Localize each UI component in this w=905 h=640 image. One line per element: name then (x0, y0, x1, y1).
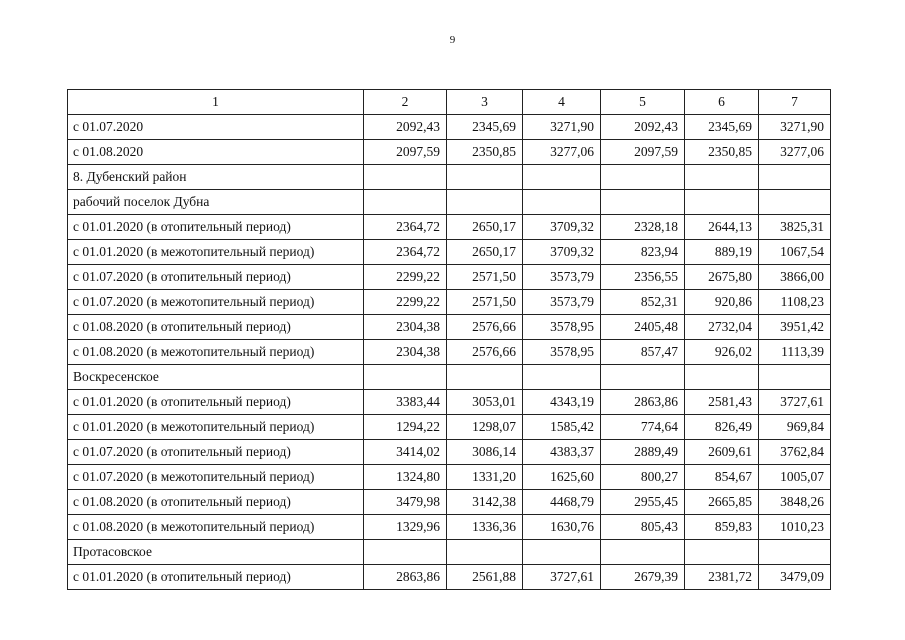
table-cell: 3951,42 (759, 315, 831, 340)
table-cell (447, 540, 523, 565)
table-cell: 3727,61 (759, 390, 831, 415)
table-cell: 3727,61 (523, 565, 601, 590)
table-cell: 1630,76 (523, 515, 601, 540)
row-label: 8. Дубенский район (68, 165, 364, 190)
table-cell: 3271,90 (523, 115, 601, 140)
table-cell: 3762,84 (759, 440, 831, 465)
table-cell: 2299,22 (364, 290, 447, 315)
table-cell: 2405,48 (601, 315, 685, 340)
row-label: с 01.08.2020 (в отопительный период) (68, 490, 364, 515)
table-cell: 3578,95 (523, 340, 601, 365)
table-row (68, 415, 831, 440)
table-row (68, 265, 831, 290)
row-label: с 01.08.2020 (в межотопительный период) (68, 515, 364, 540)
table-cell: 2092,43 (601, 115, 685, 140)
column-header: 4 (523, 90, 601, 115)
table-cell (523, 190, 601, 215)
table-cell (601, 365, 685, 390)
table-cell: 2955,45 (601, 490, 685, 515)
table-cell: 4383,37 (523, 440, 601, 465)
table-cell: 3086,14 (447, 440, 523, 465)
table-cell: 2364,72 (364, 215, 447, 240)
table-cell (523, 540, 601, 565)
table-cell: 859,83 (685, 515, 759, 540)
table-row (68, 465, 831, 490)
table-cell: 1625,60 (523, 465, 601, 490)
table-cell: 857,47 (601, 340, 685, 365)
table-cell (523, 165, 601, 190)
column-header: 7 (759, 90, 831, 115)
table-cell: 2665,85 (685, 490, 759, 515)
table-body (68, 115, 831, 590)
table-cell (364, 165, 447, 190)
table-cell (601, 165, 685, 190)
table-cell: 3848,26 (759, 490, 831, 515)
row-label: с 01.07.2020 (в отопительный период) (68, 265, 364, 290)
table-cell: 854,67 (685, 465, 759, 490)
table-cell (364, 190, 447, 215)
table-row (68, 140, 831, 165)
row-label: Протасовское (68, 540, 364, 565)
table-cell (447, 365, 523, 390)
table-cell: 3709,32 (523, 215, 601, 240)
table-cell: 2650,17 (447, 215, 523, 240)
table-row (68, 565, 831, 590)
table-cell: 2350,85 (685, 140, 759, 165)
table-cell: 2609,61 (685, 440, 759, 465)
table-cell: 1067,54 (759, 240, 831, 265)
table-cell: 852,31 (601, 290, 685, 315)
table-cell: 1010,23 (759, 515, 831, 540)
table-cell (685, 540, 759, 565)
table-cell: 1329,96 (364, 515, 447, 540)
table-cell: 3053,01 (447, 390, 523, 415)
table-cell: 2571,50 (447, 265, 523, 290)
table-cell (759, 365, 831, 390)
table-row (68, 165, 831, 190)
row-label: с 01.07.2020 (в межотопительный период) (68, 290, 364, 315)
column-header: 5 (601, 90, 685, 115)
row-label: с 01.08.2020 (68, 140, 364, 165)
table-cell: 2576,66 (447, 340, 523, 365)
table-cell: 2097,59 (601, 140, 685, 165)
table-cell: 920,86 (685, 290, 759, 315)
table-cell: 3709,32 (523, 240, 601, 265)
table-cell: 1298,07 (447, 415, 523, 440)
row-label: с 01.01.2020 (в отопительный период) (68, 215, 364, 240)
table-cell (364, 365, 447, 390)
table-cell: 2863,86 (601, 390, 685, 415)
table-cell: 774,64 (601, 415, 685, 440)
table-cell (759, 165, 831, 190)
table-cell: 2345,69 (447, 115, 523, 140)
row-label: с 01.08.2020 (в межотопительный период) (68, 340, 364, 365)
page-number: 9 (449, 34, 456, 46)
table-cell: 1294,22 (364, 415, 447, 440)
table-cell: 3414,02 (364, 440, 447, 465)
table-cell: 4468,79 (523, 490, 601, 515)
table-cell: 3573,79 (523, 265, 601, 290)
table-row (68, 215, 831, 240)
table-cell: 2650,17 (447, 240, 523, 265)
table-cell: 2675,80 (685, 265, 759, 290)
header-row (68, 90, 831, 115)
table-row (68, 190, 831, 215)
table-cell (523, 365, 601, 390)
table-cell: 2364,72 (364, 240, 447, 265)
table-cell: 1585,42 (523, 415, 601, 440)
table-cell: 800,27 (601, 465, 685, 490)
table-row (68, 365, 831, 390)
table-row (68, 540, 831, 565)
row-label: рабочий поселок Дубна (68, 190, 364, 215)
table-cell: 3479,98 (364, 490, 447, 515)
row-label: с 01.01.2020 (в межотопительный период) (68, 415, 364, 440)
table-cell: 2345,69 (685, 115, 759, 140)
table-cell: 2581,43 (685, 390, 759, 415)
row-label: с 01.01.2020 (в отопительный период) (68, 565, 364, 590)
table-cell: 2571,50 (447, 290, 523, 315)
table-cell: 2889,49 (601, 440, 685, 465)
table-cell (759, 540, 831, 565)
table-cell: 3277,06 (759, 140, 831, 165)
table-row (68, 115, 831, 140)
table-cell: 823,94 (601, 240, 685, 265)
table-row (68, 440, 831, 465)
table-cell: 1336,36 (447, 515, 523, 540)
table-cell (364, 540, 447, 565)
row-label: с 01.07.2020 (68, 115, 364, 140)
table-cell: 3578,95 (523, 315, 601, 340)
column-header: 1 (68, 90, 364, 115)
table-cell: 1005,07 (759, 465, 831, 490)
table-cell (447, 165, 523, 190)
table-cell: 2328,18 (601, 215, 685, 240)
table-cell (685, 165, 759, 190)
table-row (68, 290, 831, 315)
table-cell: 2561,88 (447, 565, 523, 590)
table-row (68, 240, 831, 265)
table-cell: 2644,13 (685, 215, 759, 240)
table-cell (447, 190, 523, 215)
table-cell: 889,19 (685, 240, 759, 265)
table-cell: 2304,38 (364, 315, 447, 340)
table-cell: 1113,39 (759, 340, 831, 365)
table-cell: 2350,85 (447, 140, 523, 165)
table-cell: 3866,00 (759, 265, 831, 290)
row-label: с 01.07.2020 (в межотопительный период) (68, 465, 364, 490)
row-label: с 01.01.2020 (в отопительный период) (68, 390, 364, 415)
table-cell: 2576,66 (447, 315, 523, 340)
table-cell (685, 190, 759, 215)
row-label: с 01.07.2020 (в отопительный период) (68, 440, 364, 465)
table-cell (759, 190, 831, 215)
table-cell: 1324,80 (364, 465, 447, 490)
column-header: 6 (685, 90, 759, 115)
table-cell: 2732,04 (685, 315, 759, 340)
table-cell: 3825,31 (759, 215, 831, 240)
table-row (68, 515, 831, 540)
table-cell (601, 190, 685, 215)
table-row (68, 315, 831, 340)
tariff-table (67, 89, 831, 590)
row-label: с 01.08.2020 (в отопительный период) (68, 315, 364, 340)
table-row (68, 490, 831, 515)
table-cell: 926,02 (685, 340, 759, 365)
table-cell: 2863,86 (364, 565, 447, 590)
table-cell: 969,84 (759, 415, 831, 440)
table-cell: 2097,59 (364, 140, 447, 165)
table-cell: 1331,20 (447, 465, 523, 490)
table-cell: 2304,38 (364, 340, 447, 365)
table-cell: 3383,44 (364, 390, 447, 415)
table-cell: 3573,79 (523, 290, 601, 315)
table-cell: 4343,19 (523, 390, 601, 415)
table-cell: 3271,90 (759, 115, 831, 140)
table-cell (685, 365, 759, 390)
row-label: с 01.01.2020 (в межотопительный период) (68, 240, 364, 265)
table-row (68, 340, 831, 365)
table-cell (601, 540, 685, 565)
table-cell: 2679,39 (601, 565, 685, 590)
column-header: 3 (447, 90, 523, 115)
table-cell: 3142,38 (447, 490, 523, 515)
table-row (68, 390, 831, 415)
table-cell: 2381,72 (685, 565, 759, 590)
table-cell: 2092,43 (364, 115, 447, 140)
column-header: 2 (364, 90, 447, 115)
table-cell: 3479,09 (759, 565, 831, 590)
table-cell: 1108,23 (759, 290, 831, 315)
table-cell: 826,49 (685, 415, 759, 440)
table-cell: 2299,22 (364, 265, 447, 290)
row-label: Воскресенское (68, 365, 364, 390)
table-cell: 2356,55 (601, 265, 685, 290)
table-cell: 805,43 (601, 515, 685, 540)
table-cell: 3277,06 (523, 140, 601, 165)
